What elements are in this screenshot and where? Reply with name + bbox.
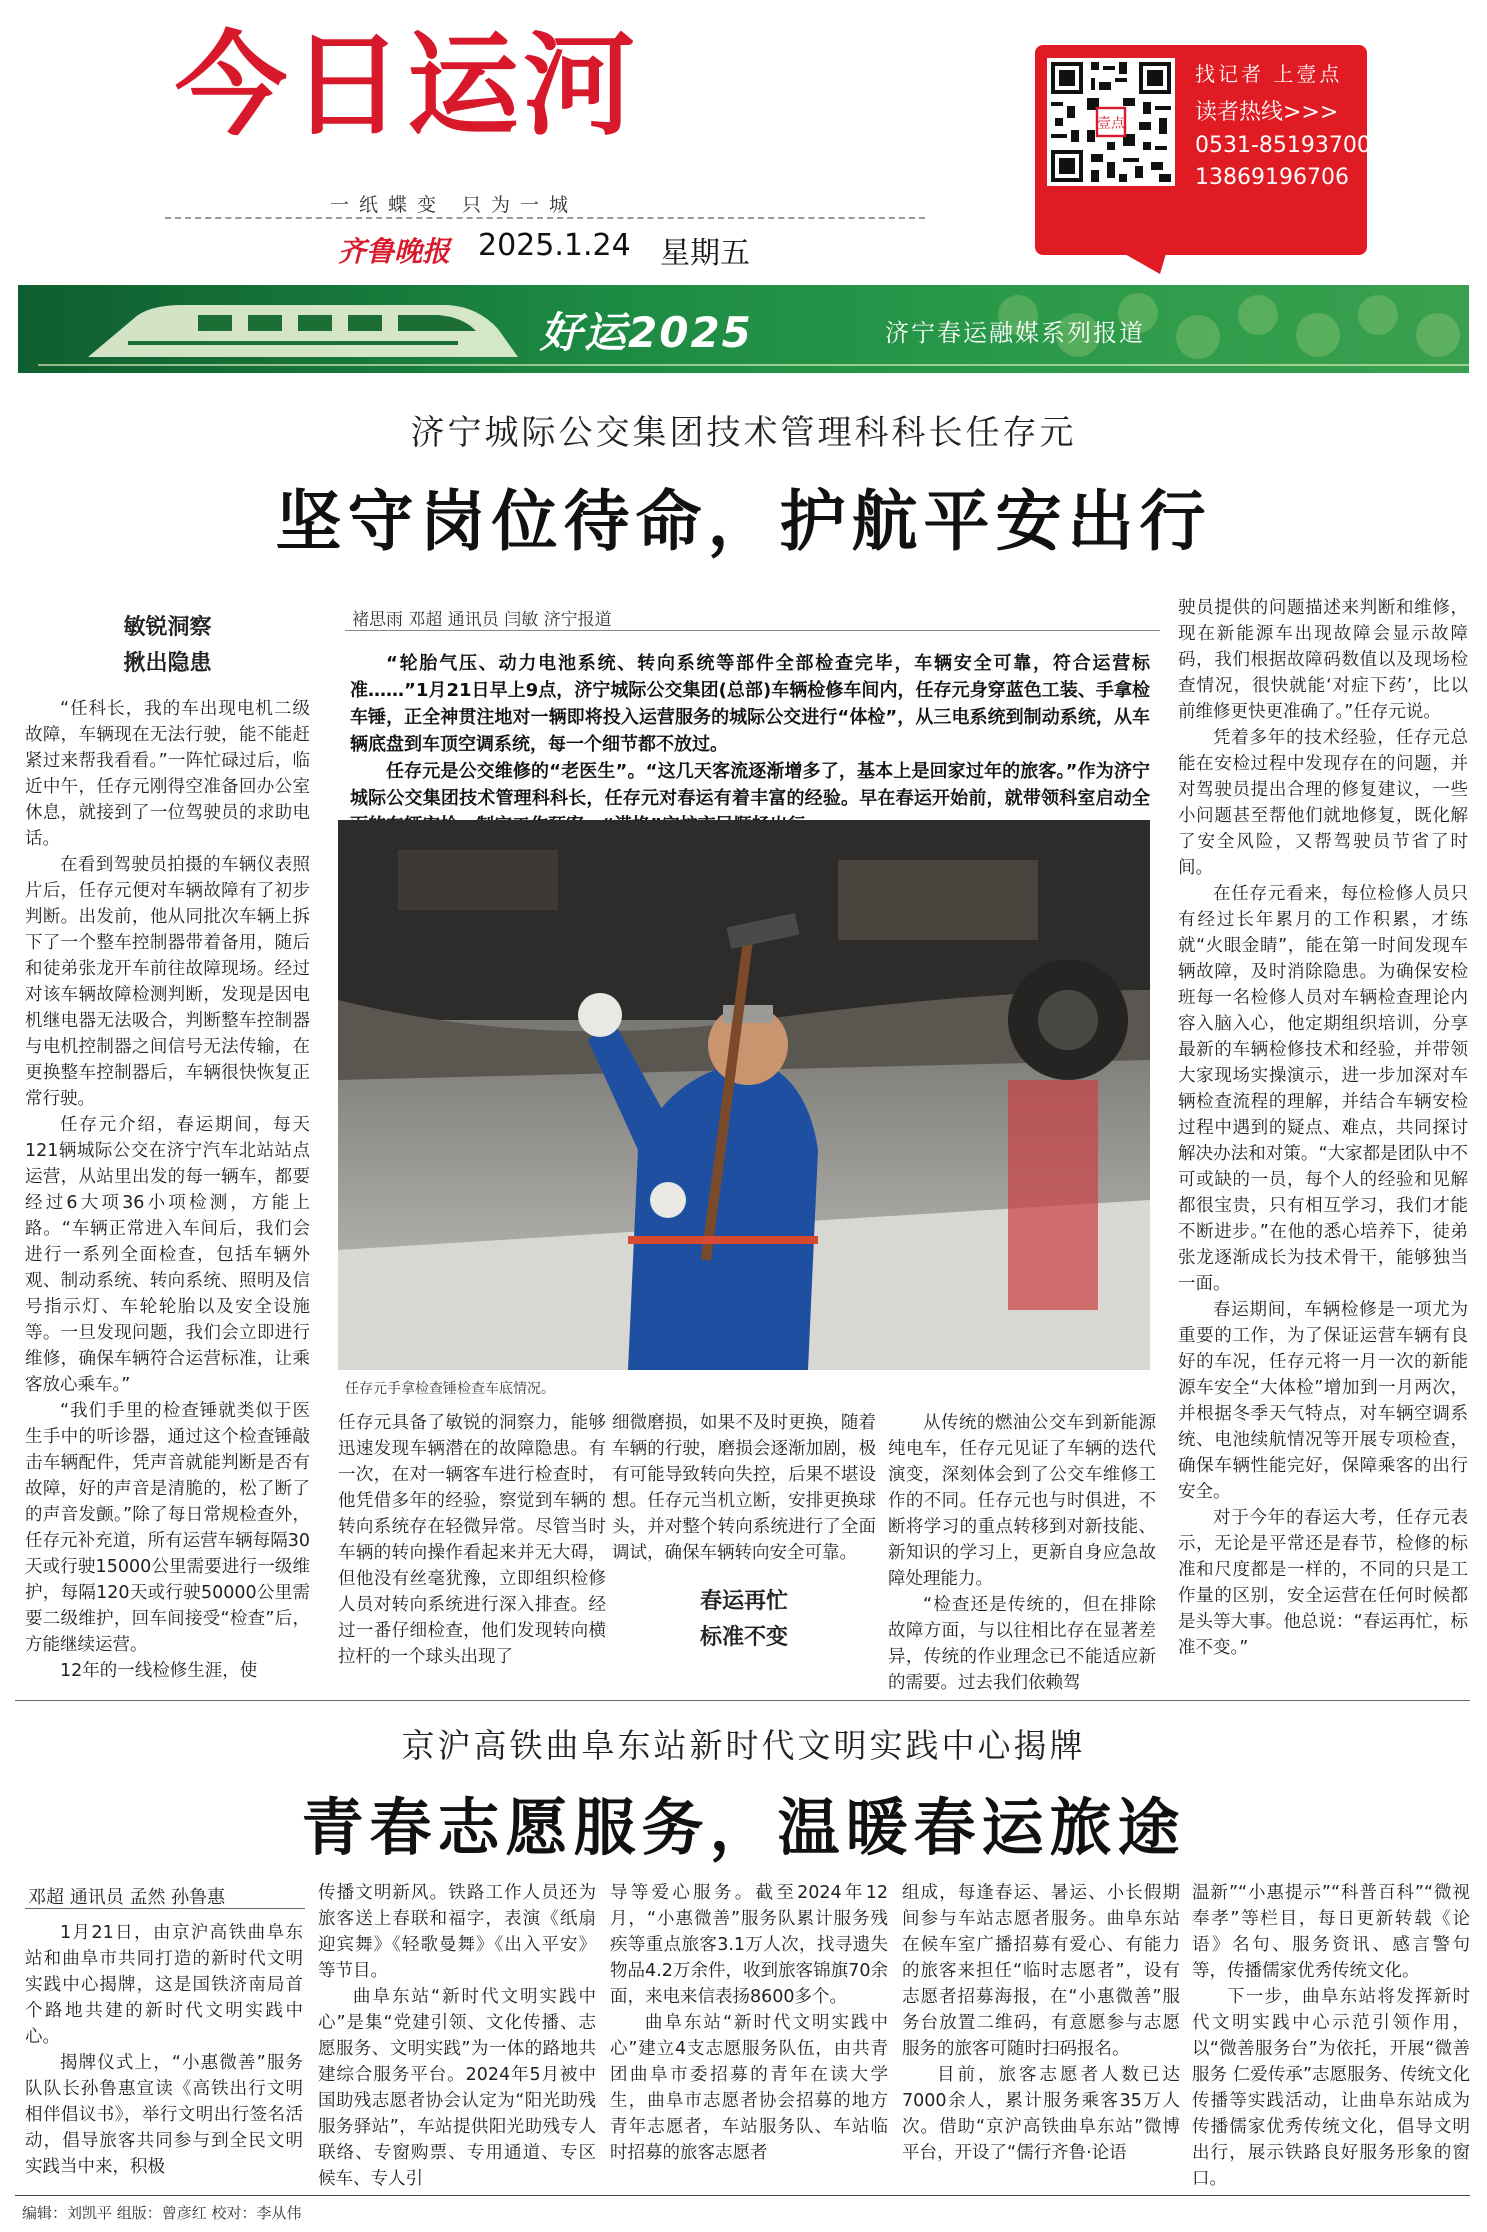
article1-column-1 [25,610,310,1684]
issue-date: 2025.1.24 [478,228,631,263]
article2-column-1 [25,1920,303,2180]
byline-divider [345,630,1160,631]
article1-photo [338,820,1150,1370]
paragraph: 下一步，曲阜东站将发挥新时代文明实践中心示范引领作用，以“微善服务台”为依托，开展“微善服务 仁爱传承”志愿服务、传统文化传播等实践活动，让曲阜东站成为传播儒家优秀传统文化，倡导文明出行，展示铁路良好服务形象的窗口。 [1192,1987,1470,2189]
paragraph: 对于今年的春运大考，任存元表示，无论是平常还是春节，检修的标准和尺度都是一样的，不同的只是工作量的区别，安全运营在任何时候都是头等大事。他总说：“春运再忙，标准不变。” [1178,1508,1468,1658]
hotline-box-tail [1100,240,1170,274]
section-heading-line: 敏锐洞察 [123,615,212,640]
paragraph: 导等爱心服务。截至2024年12月，“小惠微善”服务队累计服务残疾等重点旅客3.1万人次，找寻遗失物品4.2万余件，收到旅客锦旗70余面，来电来信表扬8600多个。 [610,1883,888,2007]
article2-column-5 [1192,1880,1470,2192]
paragraph: 1月21日，由京沪高铁曲阜东站和曲阜市共同打造的新时代文明实践中心揭牌，这是国铁济南局首个路地共建的新时代文明实践中心。 [25,1923,303,2047]
paragraph: 任存元介绍，春运期间，每天121辆城际公交在济宁汽车北站站点运营，从站里出发的每一辆车，都要经过6大项36小项检测，方能上路。“车辆正常进入车间后，我们会进行一系列全面检查，包括车辆外观、制动系统、转向系统、照明及信号指示灯、车轮轮胎以及安全设施等。一旦发现问题，我们会立即进行维修，确保车辆符合运营标准，让乘客放心乘车。” [25,1115,310,1395]
paragraph: 任存元具备了敏锐的洞察力，能够迅速发现车辆潜在的故障隐患。有一次，在对一辆客车进行检查时，他凭借多年的经验，察觉到车辆的转向系统存在轻微异常。尽管当时车辆的转向操作看起来并无大碍，但他没有丝毫犹豫，立即组织检修人员对转向系统进行深入排查。经过一番仔细检查，他们发现转向横拉杆的一个球头出现了 [338,1413,606,1667]
section-heading [25,610,310,682]
paragraph: 凭着多年的技术经验，任存元总能在安检过程中发现存在的问题，并对驾驶员提出合理的修复建议，一些小问题甚至帮他们就地修复，既化解了安全风险，又帮驾驶员节省了时间。 [1178,728,1468,878]
article1-column-3 [612,1410,876,1656]
issue-weekday: 星期五 [660,236,750,271]
paragraph: 细微磨损，如果不及时更换，随着车辆的行驶，磨损会逐渐加剧，极有可能导致转向失控，后果不堪设想。任存元当机立断，安排更换球头，并对整个转向系统进行了全面调试，确保车辆转向安全可靠。 [612,1413,876,1563]
hotline-find-reporter: 找记者 上壹点 [1195,62,1343,86]
banner-series: 济宁春运融媒系列报道 [885,319,1145,347]
paragraph: 传播文明新风。铁路工作人员还为旅客送上春联和福字，表演《纸扇迎宾舞》《轻歌曼舞》《出入平安》等节目。 [318,1883,596,1981]
paragraph: 在看到驾驶员拍摄的车辆仪表照片后，任存元便对车辆故障有了初步判断。出发前，他从同批次车辆上拆下了一个整车控制器带着备用，随后和徒弟张龙开车前往故障现场。经过对该车辆故障检测判断，发现是因电机继电器无法吸合，判断整车控制器与电机控制器之间信号无法传输，在更换整车控制器后，车辆很快恢复正常行驶。 [25,855,310,1109]
article2-subtitle: 京沪高铁曲阜东站新时代文明实践中心揭牌 [401,1726,1086,1765]
hotline-label: 读者热线>>> [1195,100,1339,125]
section-heading-line: 标准不变 [699,1625,788,1650]
paper-logo: 齐鲁晚报 [338,235,451,268]
photo-caption: 任存元手拿检查锤检查车底情况。 [345,1381,555,1397]
paragraph: 春运期间，车辆检修是一项尤为重要的工作，为了保证运营车辆有良好的车况，任存元将一月一次的新能源车安全“大体检”增加到一月两次，并根据冬季天气特点，对车辆空调系统、电池续航情况等开展专项检查，确保车辆性能完好，保障乘客的出行安全。 [1178,1300,1468,1502]
article1-column-5 [1178,595,1468,1661]
qr-code-icon [1047,58,1175,186]
qr-code[interactable] [1047,58,1175,186]
hotline-phone-2[interactable]: 13869196706 [1195,165,1349,190]
lead-paragraph: 任存元是公交维修的“老医生”。“这几天客流逐渐增多了，基本上是回家过年的旅客。”作为济宁城际公交集团技术管理科科长，任存元对春运有着丰富的经验。早在春运开始前，就带领科室启动全 [350,761,1150,809]
hotline-phone-1[interactable]: 0531-85193700 [1195,133,1371,158]
paragraph: 在任存元看来，每位检修人员只有经过长年累月的工作积累，才练就“火眼金睛”，能在第一时间发现车辆故障，及时消除隐患。为确保安检班每一名检修人员对车辆检查理论内容入脑入心，他定期组织培训，分享最新的车辆检修技术和经验，并带领大家现场实操演示，进一步加深对车辆检查流程的理解，并结合车辆安检过程中遇到的疑点、难点，共同探讨解决办法和对策。“大家都是团队中不可或缺的一员，每个人的经验和见解都很宝贵，只有相互学习，我们才能不断进步。”在他的悉心培养下，徒弟张龙逐渐成长为技术骨干，能够独当一面。 [1178,884,1468,1294]
paragraph: 组成，每逢春运、暑运、小长假期间参与车站志愿者服务。曲阜东站在候车室广播招募有爱心、有能力的旅客来担任“临时志愿者”，设有志愿者招募海报，在“小惠微善”服务台放置二维码，有意愿参与志愿服务的旅客可随时扫码报名。 [902,1883,1180,2059]
paragraph: 揭牌仪式上，“小惠微善”服务队队长孙鲁惠宣读《高铁出行文明相伴倡议书》，举行文明出行签名活动，倡导旅客共同参与到全民文明实践当中来，积极 [25,2053,303,2177]
article1-headline: 坚守岗位待命，护航平安出行 [275,482,1212,560]
section-heading [612,1584,876,1656]
mechanic-photo-icon [338,820,1150,1370]
paragraph: 从传统的燃油公交车到新能源纯电车，任存元见证了车辆的迭代演变，深刻体会到了公交车维修工作的不同。任存元也与时俱进，不断将学习的重点转移到对新技能、新知识的学习上，更新自身应急故障处理能力。 [888,1413,1156,1589]
masthead-tagline: 一纸蝶变 只为一城 [330,194,579,216]
lead-paragraph: “轮胎气压、动力电池系统、转向系统等部件全部检查完毕，车辆安全可靠，符合运营标准……”1月21日早上9点，济宁城际公交集团(总部)车辆检修车间内，任存元身穿蓝色工装、手拿检车锤，正全神贯注地对一辆即将投入运营服务的城际公交进行“体检”，从三电系统到制动系统，从车辆底盘到车顶空调系统，每一个细节都不放过。 [350,653,1150,755]
section-heading-line: 揪出隐患 [123,651,212,676]
article2-column-2 [318,1880,596,2192]
article1-column-4 [888,1410,1156,1696]
paragraph: 温新”“小惠提示”“科普百科”“微视奉孝”等栏目，每日更新转载《论语》名句、服务资讯、感言警句等，传播儒家优秀传统文化。 [1192,1883,1470,1981]
paragraph: 驶员提供的问题描述来判断和维修，现在新能源车出现故障会显示故障码，我们根据故障码数值以及现场检查情况，很快就能‘对症下药’，比以前维修更快更准确了。”任存元说。 [1178,598,1468,722]
byline-divider [25,1908,305,1909]
paragraph: 目前，旅客志愿者人数已达7000余人，累计服务乘客35万人次。借助“京沪高铁曲阜东站”微博平台，开设了“儒行齐鲁·论语 [902,2065,1180,2163]
article2-column-4 [902,1880,1180,2166]
masthead-title: 今日运河 [175,21,639,151]
article2-byline: 邓超 通讯员 孟然 孙鲁惠 [28,1887,226,1908]
paragraph: “我们手里的检查锤就类似于医生手中的听诊器，通过这个检查锤敲击车辆配件，凭声音就能判断是否有故障，好的声音是清脆的，松了断了的声音发颤。”除了每日常规检查外，任存元补充道，所有运营车辆每隔30天或行驶15000公里需要进行一级维护，每隔120天或行驶50000公里需要二级维护，回车间接受“检查”后，方能继续运营。 [25,1401,310,1655]
article1-byline: 褚思雨 邓超 通讯员 闫敏 济宁报道 [352,610,612,630]
paragraph: “检查还是传统的，但在排除故障方面，与以往相比存在显著差异，传统的作业理念已不能适应新的需要。过去我们依赖驾 [888,1595,1156,1693]
banner-title: 好运2025 [540,308,753,357]
article1-subtitle: 济宁城际公交集团技术管理科科长任存元 [410,413,1077,453]
paragraph: 12年的一线检修生涯，使 [60,1661,258,1681]
article1-column-2 [338,1410,606,1670]
paragraph: “任科长，我的车出现电机二级故障，车辆现在无法行驶，能不能赶紧过来帮我看看。”一阵忙碌过后，临近中午，任存元刚得空准备回办公室休息，就接到了一位驾驶员的求助电话。 [25,699,310,849]
article2-headline: 青春志愿服务，温暖春运旅途 [301,1791,1186,1864]
qr-tag: 壹点 [1097,115,1125,132]
masthead-divider [165,217,925,219]
section-heading-line: 春运再忙 [699,1589,788,1614]
footer-divider [15,2195,1470,2196]
article1-lead [350,650,1150,839]
article-divider [15,1700,1470,1701]
paragraph: 曲阜东站“新时代文明实践中心”建立4支志愿服务队伍，由共青团曲阜市委招募的青年在读大学生，曲阜市志愿者协会招募的地方青年志愿者，车站服务队、车站临时招募的旅客志愿者 [610,2013,888,2163]
footer-credits: 编辑：刘凯平 组版：曾彦红 校对：李从伟 [22,2204,302,2222]
article2-column-3 [610,1880,888,2166]
paragraph: 曲阜东站“新时代文明实践中心”是集“党建引领、文化传播、志愿服务、文明实践”为一体的路地共建综合服务平台。2024年5月被中国助残志愿者协会认定为“阳光助残服务驿站”，车站提供阳光助残专人联络、专窗购票、专用通道、专区候车、专人引 [318,1987,596,2189]
